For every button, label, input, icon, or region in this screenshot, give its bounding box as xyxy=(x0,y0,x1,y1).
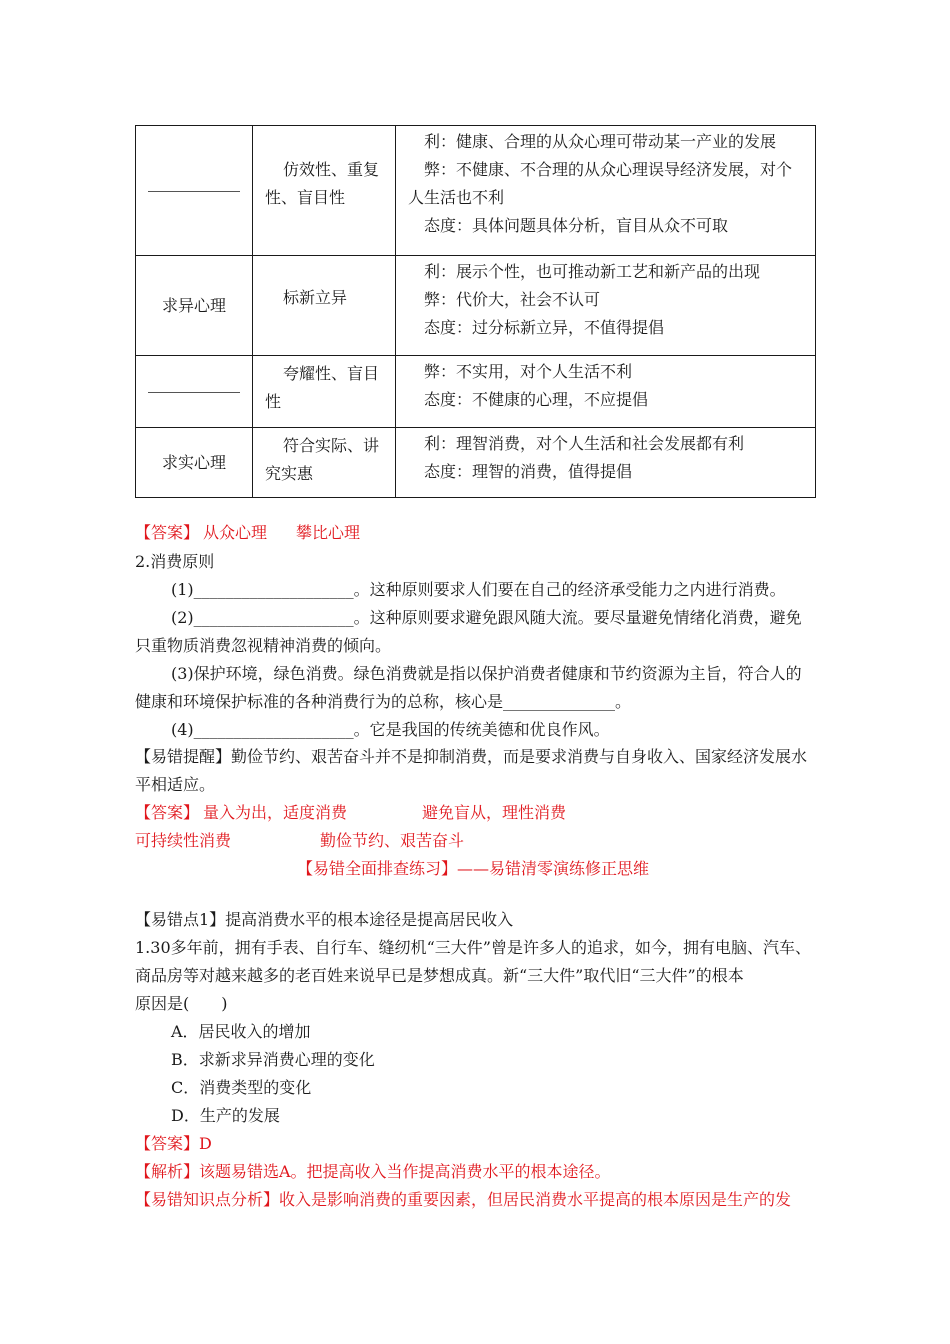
table-row xyxy=(136,428,816,498)
evaluation-line: 弊：代价大，社会不认可 xyxy=(424,290,601,309)
answer-text: 可持续性消费 xyxy=(135,831,232,850)
question-text: 1.30多年前，拥有手表、自行车、缝纫机“三大件”曾是许多人的追求，如今，拥有电脑、汽车、 xyxy=(135,938,811,957)
section-title: 2.消费原则 xyxy=(135,552,215,571)
trait-cell xyxy=(253,356,396,428)
answer-label: 【答案】 xyxy=(135,803,200,822)
evaluation-line: 弊：不实用，对个人生活不利 xyxy=(424,362,633,381)
option-c: C．消费类型的变化 xyxy=(171,1078,312,1097)
psychology-name-cell: 求异心理 xyxy=(136,256,253,356)
answer-text: 避免盲从，理性消费 xyxy=(422,803,567,822)
trait-cell xyxy=(253,256,396,356)
paragraph: (2)____________________。这种原则要求避免跟风随大流。要尽量避免情绪化消费，避免 xyxy=(171,608,802,627)
question-text: 商品房等对越来越多的老百姓来说早已是梦想成真。新“三大件”取代旧“三大件”的根本 xyxy=(135,966,744,985)
answer-text: 攀比心理 xyxy=(296,523,361,542)
answer-text: 量入为出，适度消费 xyxy=(203,803,348,822)
blank-cell xyxy=(136,126,253,256)
answer-text: 从众心理 xyxy=(203,523,268,542)
trait-cell xyxy=(253,126,396,256)
trait-text: 标新立异 xyxy=(283,288,348,307)
answer-label: 【答案】 xyxy=(135,523,200,542)
blank-underline xyxy=(148,191,240,192)
evaluation-line: 态度：过分标新立异，不值得提倡 xyxy=(424,318,665,337)
evaluation-line: 利：展示个性，也可推动新工艺和新产品的出现 xyxy=(424,262,761,281)
evaluation-line: 态度：理智的消费，值得提倡 xyxy=(424,462,633,481)
table-row xyxy=(136,356,816,428)
trait-cell xyxy=(253,428,396,498)
paragraph: (3)保护环境，绿色消费。绿色消费就是指以保护消费者健康和节约资源为主旨，符合人的 xyxy=(171,664,802,683)
evaluation-line: 态度：具体问题具体分析，盲目从众不可取 xyxy=(424,216,729,235)
option-a: A．居民收入的增加 xyxy=(171,1022,311,1041)
evaluation-cell xyxy=(396,356,816,428)
knowledge-analysis-line: 【易错知识点分析】收入是影响消费的重要因素，但居民消费水平提高的根本原因是生产的发 xyxy=(135,1190,792,1209)
section-heading: 【易错全面排查练习】——易错清零演练修正思维 xyxy=(297,859,650,878)
evaluation-cell xyxy=(396,126,816,256)
evaluation-line: 弊：不健康、不合理的从众心理误导经济发展，对个人生活也不利 xyxy=(408,160,793,207)
paragraph: 只重物质消费忽视精神消费的倾向。 xyxy=(135,636,392,655)
trait-text: 仿效性、重复性、盲目性 xyxy=(265,160,380,207)
evaluation-line: 利：健康、合理的从众心理可带动某一产业的发展 xyxy=(424,132,777,151)
consumer-psychology-table xyxy=(135,125,816,498)
evaluation-line: 态度：不健康的心理，不应提倡 xyxy=(424,390,649,409)
paragraph: 健康和环境保护标准的各种消费行为的总称，核心是______________。 xyxy=(135,692,632,711)
answer-line: 【答案】D xyxy=(135,1134,212,1153)
paragraph: (1)____________________。这种原则要求人们要在自己的经济承受能力之内进行消费。 xyxy=(171,580,786,599)
evaluation-cell xyxy=(396,256,816,356)
table-row xyxy=(136,126,816,256)
trait-text: 夸耀性、盲目性 xyxy=(265,364,380,411)
option-b: B．求新求异消费心理的变化 xyxy=(171,1050,375,1069)
mistake-tip: 【易错提醒】勤俭节约、艰苦奋斗并不是抑制消费，而是要求消费与自身收入、国家经济发展水 xyxy=(135,747,808,766)
mistake-point-title: 【易错点1】提高消费水平的根本途径是提高居民收入 xyxy=(135,910,514,929)
blank-cell xyxy=(136,356,253,428)
psychology-name-cell: 求实心理 xyxy=(136,428,253,498)
evaluation-cell xyxy=(396,428,816,498)
analysis-line: 【解析】该题易错选A。把提高收入当作提高消费水平的根本途径。 xyxy=(135,1162,611,1181)
blank-underline xyxy=(148,392,240,393)
option-d: D．生产的发展 xyxy=(171,1106,280,1125)
paragraph: (4)____________________。它是我国的传统美德和优良作风。 xyxy=(171,720,610,739)
trait-text: 符合实际、讲究实惠 xyxy=(265,436,380,483)
question-text: 原因是( ) xyxy=(135,994,228,1013)
mistake-tip: 平相适应。 xyxy=(135,775,216,794)
table-row xyxy=(136,256,816,356)
answer-text: 勤俭节约、艰苦奋斗 xyxy=(320,831,465,850)
evaluation-line: 利：理智消费，对个人生活和社会发展都有利 xyxy=(424,434,745,453)
